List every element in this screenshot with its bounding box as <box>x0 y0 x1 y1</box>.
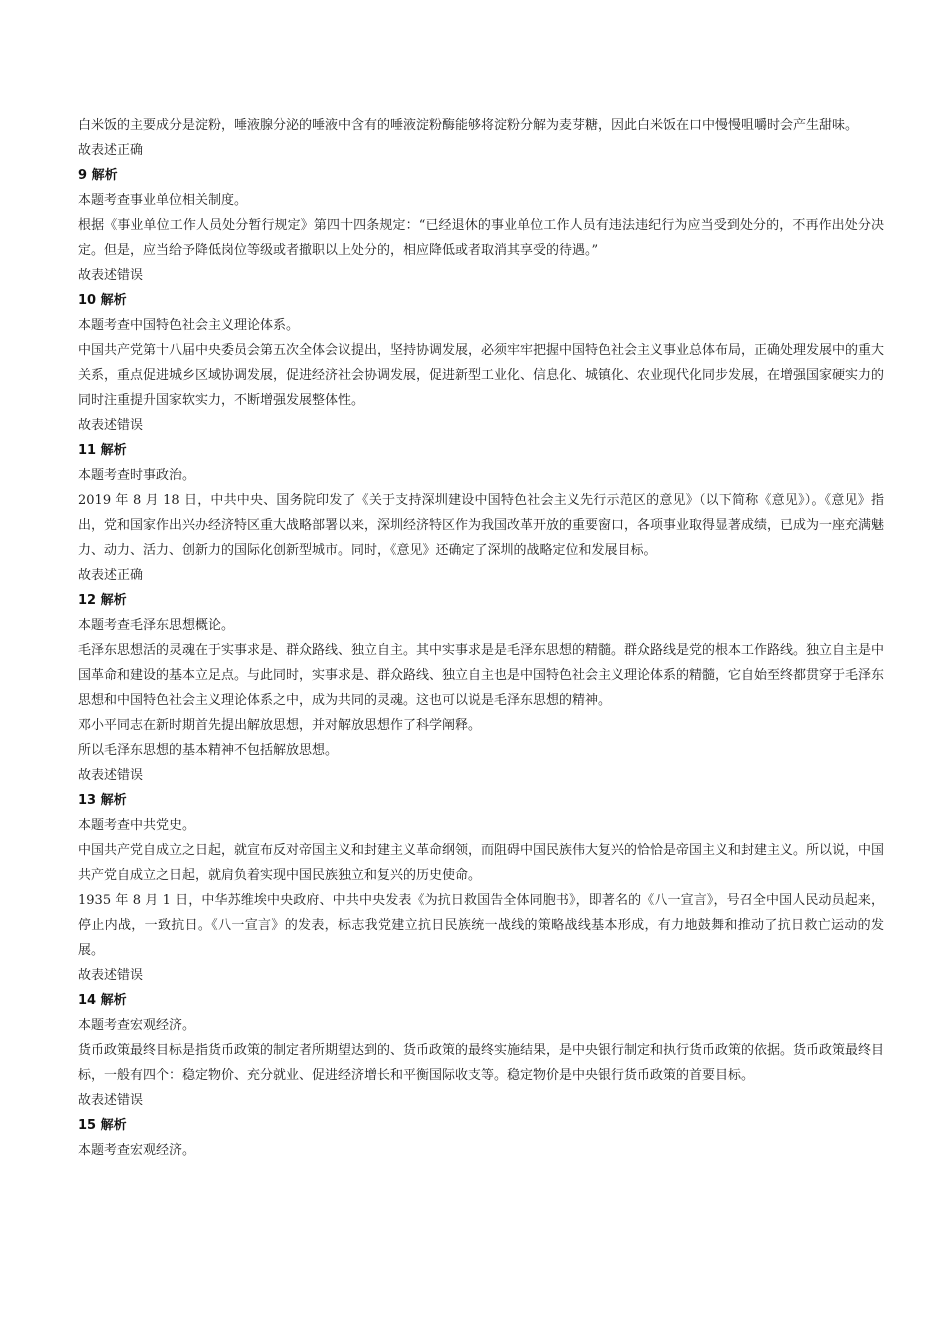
paragraph: 根据《事业单位工作人员处分暂行规定》第四十四条规定：“已经退休的事业单位工作人员有违法违纪行为应当受到处分的，不再作出处分决定。但是，应当给予降低岗位等级或者撤职以上处分的，相应降低或者取消其享受的待遇。” <box>78 218 884 258</box>
section-heading-9: 9 解析 <box>78 168 118 183</box>
topic-line: 本题考查中共党史。 <box>78 818 196 833</box>
paragraph: 邓小平同志在新时期首先提出解放思想，并对解放思想作了科学阐释。 <box>78 718 482 733</box>
conclusion-line: 故表述错误 <box>78 968 144 983</box>
topic-line: 本题考查事业单位相关制度。 <box>78 193 248 208</box>
topic-line: 本题考查宏观经济。 <box>78 1143 196 1158</box>
conclusion-line: 故表述错误 <box>78 418 144 433</box>
paragraph: 1935 年 8 月 1 日，中华苏维埃中央政府、中共中央发表《为抗日救国告全体同胞书》，即著名的《八一宣言》，号召全中国人民动员起来，停止内战，一致抗日。《八一宣言》的发表，标志我党建立抗日民族统一战线的策略战线基本形成，有力地鼓舞和推动了抗日救亡运动的发展。 <box>78 893 884 958</box>
section-heading-15: 15 解析 <box>78 1118 127 1133</box>
topic-line: 本题考查中国特色社会主义理论体系。 <box>78 318 300 333</box>
conclusion-line: 故表述正确 <box>78 568 144 583</box>
paragraph: 所以毛泽东思想的基本精神不包括解放思想。 <box>78 743 339 758</box>
paragraph: 毛泽东思想活的灵魂在于实事求是、群众路线、独立自主。其中实事求是是毛泽东思想的精髓。群众路线是党的根本工作路线。独立自主是中国革命和建设的基本立足点。与此同时，实事求是、群众路线、独立自主也是中国特色社会主义理论体系的精髓，它自始至终都贯穿于毛泽东思想和中国特色社会主义理论体系之中，成为共同的灵魂。这也可以说是毛泽东思想的精神。 <box>78 643 885 708</box>
paragraph-rice-starch: 白米饭的主要成分是淀粉，唾液腺分泌的唾液中含有的唾液淀粉酶能够将淀粉分解为麦芽糖，因此白米饭在口中慢慢咀嚼时会产生甜味。 <box>78 118 859 133</box>
section-heading-13: 13 解析 <box>78 793 127 808</box>
conclusion-line: 故表述错误 <box>78 768 144 783</box>
paragraph: 货币政策最终目标是指货币政策的制定者所期望达到的、货币政策的最终实施结果，是中央银行制定和执行货币政策的依据。货币政策最终目标，一般有四个：稳定物价、充分就业、促进经济增长和平衡国际收支等。稳定物价是中央银行货币政策的首要目标。 <box>78 1043 885 1083</box>
document-page <box>78 113 884 1163</box>
paragraph: 中国共产党第十八届中央委员会第五次全体会议提出，坚持协调发展，必须牢牢把握中国特色社会主义事业总体布局，正确处理发展中的重大关系，重点促进城乡区域协调发展，促进经济社会协调发展，促进新型工业化、信息化、城镇化、农业现代化同步发展，在增强国家硬实力的同时注重提升国家软实力，不断增强发展整体性。 <box>78 343 885 408</box>
conclusion-line: 故表述错误 <box>78 1093 144 1108</box>
conclusion-line: 故表述正确 <box>78 143 144 158</box>
topic-line: 本题考查时事政治。 <box>78 468 196 483</box>
paragraph: 中国共产党自成立之日起，就宣布反对帝国主义和封建主义革命纲领，而阻碍中国民族伟大复兴的恰恰是帝国主义和封建主义。所以说，中国共产党自成立之日起，就肩负着实现中国民族独立和复兴的历史使命。 <box>78 843 885 883</box>
section-heading-14: 14 解析 <box>78 993 127 1008</box>
section-heading-11: 11 解析 <box>78 443 127 458</box>
topic-line: 本题考查毛泽东思想概论。 <box>78 618 235 633</box>
section-heading-12: 12 解析 <box>78 593 127 608</box>
topic-line: 本题考查宏观经济。 <box>78 1018 196 1033</box>
section-heading-10: 10 解析 <box>78 293 127 308</box>
paragraph: 2019 年 8 月 18 日，中共中央、国务院印发了《关于支持深圳建设中国特色社会主义先行示范区的意见》（以下简称《意见》）。《意见》指出，党和国家作出兴办经济特区重大战略部署以来，深圳经济特区作为我国改革开放的重要窗口，各项事业取得显著成绩，已成为一座充满魅力、动力、活力、创新力的国际化创新型城市。同时，《意见》还确定了深圳的战略定位和发展目标。 <box>78 493 885 558</box>
conclusion-line: 故表述错误 <box>78 268 144 283</box>
